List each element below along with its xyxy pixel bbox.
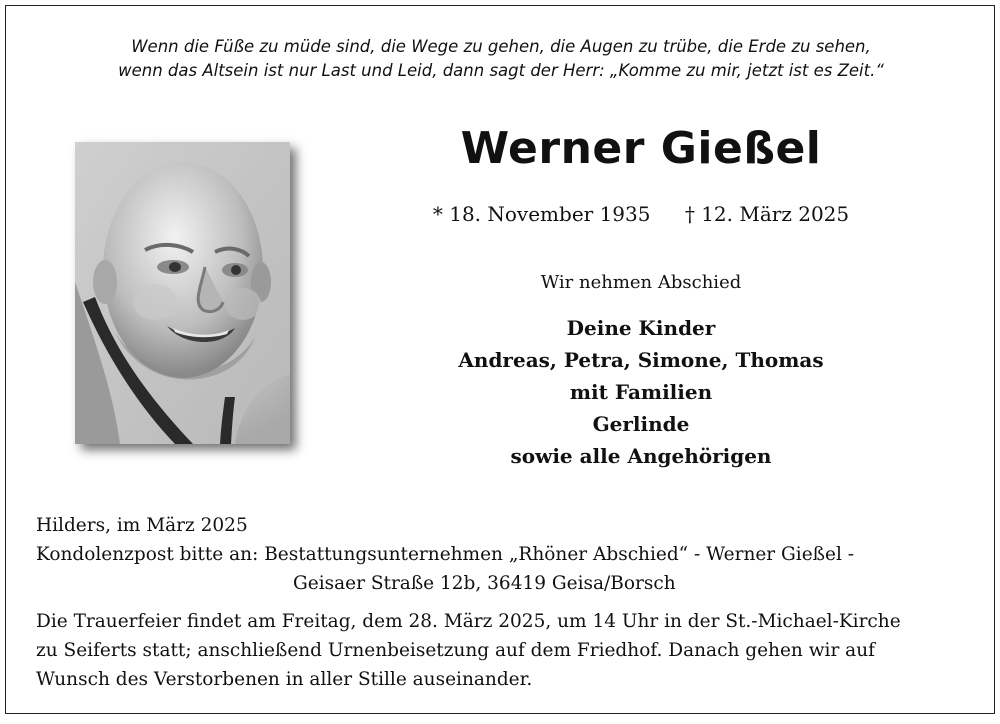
poem-line-2: wenn das Altsein ist nur Last und Leid, dann sagt der Herr: „Komme zu mir, jetzt ist es Zeit.“ [118,61,884,80]
ceremony-text-line: Wunsch des Verstorbenen in aller Stille auseinander. [36,669,533,690]
portrait-photo [75,142,290,444]
place-date: Hilders, im März 2025 [36,515,248,536]
obituary-notice [5,5,995,714]
mourner-line: Gerlinde [592,412,690,436]
condolence-street: Geisaer Straße 12b, 36419 Geisa/Borsch [293,573,676,594]
poem-line-1: Wenn die Füße zu müde sind, die Wege zu gehen, die Augen zu trübe, die Erde zu sehen, [131,37,871,56]
ceremony-text-line: zu Seiferts statt; anschließend Urnenbeisetzung auf dem Friedhof. Danach gehen wir auf [36,640,875,661]
mourner-line: Andreas, Petra, Simone, Thomas [458,348,824,372]
deceased-name: Werner Gießel [460,123,822,174]
death-date: † 12. März 2025 [684,202,850,226]
condolence-address-line: Kondolenzpost bitte an: Bestattungsunternehmen „Rhöner Abschied“ - Werner Gießel - [36,544,855,565]
mourner-line: mit Familien [569,380,713,404]
life-dates [306,200,976,228]
portrait-illustration [75,142,290,444]
mourner-line: Deine Kinder [566,316,716,340]
farewell-text: Wir nehmen Abschied [540,272,742,293]
mourner-line: sowie alle Angehörigen [510,444,772,468]
ceremony-text-line: Die Trauerfeier findet am Freitag, dem 28. März 2025, um 14 Uhr in der St.-Michael-Kirche [36,611,901,632]
birth-date: * 18. November 1935 [432,202,651,226]
